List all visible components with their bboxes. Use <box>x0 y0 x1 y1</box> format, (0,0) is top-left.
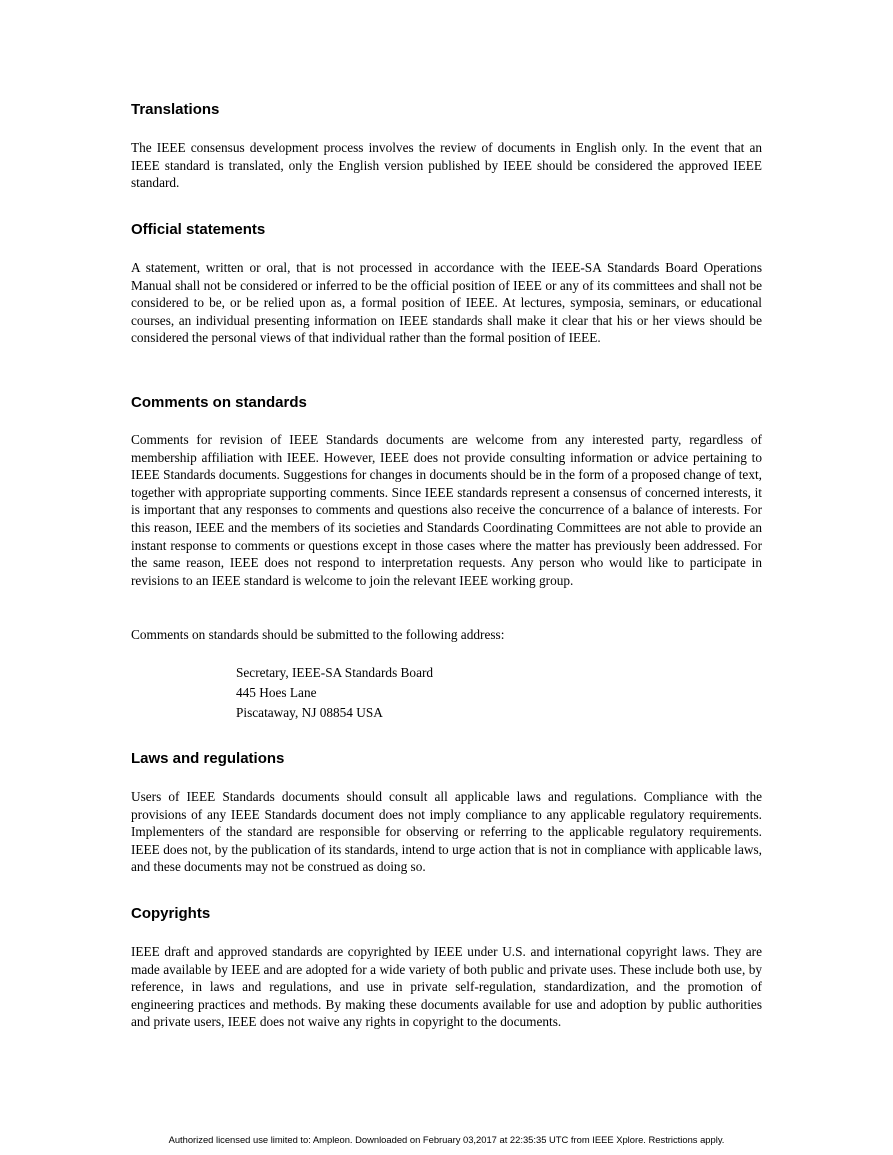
translations-paragraph: The IEEE consensus development process involves the review of documents in English only. In the event that an IEEE standard is translated, only the English version published by IEEE should be considered the approved IEEE standard. <box>131 140 762 191</box>
copyrights-paragraph: IEEE draft and approved standards are copyrighted by IEEE under U.S. and international copyright laws. They are made available by IEEE and are adopted for a wide variety of both public and private uses. These include both use, by reference, in laws and regulations, and use in private self-regulation, standardization, and the promotion of engineering practices and methods. By making these documents available for use and adoption by public authorities and private users, IEEE does not waive any rights in copyright to the documents. <box>131 944 762 1030</box>
section-heading-copyrights: Copyrights <box>131 905 211 922</box>
section-heading-laws-and-regulations: Laws and regulations <box>131 750 285 767</box>
license-footer: Authorized licensed use limited to: Ampleon. Downloaded on February 03,2017 at 22:35:35 UTC from IEEE Xplore. Restrictions apply. <box>168 1134 725 1145</box>
mailing-address <box>236 663 433 722</box>
laws-paragraph: Users of IEEE Standards documents should consult all applicable laws and regulations. Compliance with the provisions of any IEEE Standards document does not imply compliance to any applicable regulatory requirements. Implementers of the standard are responsible for observing or referring to the applicable regulatory requirements. IEEE does not, by the publication of its standards, intend to urge action that is not in compliance with applicable laws, and these documents may not be construed as doing so. <box>131 789 762 875</box>
section-heading-official-statements: Official statements <box>131 221 266 238</box>
comments-submit-note: Comments on standards should be submitted to the following address: <box>131 627 505 642</box>
address-line-2: 445 Hoes Lane <box>236 684 317 700</box>
official-statements-paragraph: A statement, written or oral, that is not processed in accordance with the IEEE-SA Standards Board Operations Manual shall not be considered or inferred to be the official position of IEEE or any of its committees and shall not be considered to be, or be relied upon as, a formal position of IEEE. At lectures, symposia, seminars, or educational courses, an individual presenting information on IEEE standards shall make it clear that his or her views should be considered the personal views of that individual rather than the formal position of IEEE. <box>131 260 762 346</box>
section-heading-comments-on-standards: Comments on standards <box>131 394 307 411</box>
address-line-3: Piscataway, NJ 08854 USA <box>236 704 383 720</box>
comments-paragraph: Comments for revision of IEEE Standards documents are welcome from any interested party, regardless of membership affiliation with IEEE. However, IEEE does not provide consulting information or advice pertaining to IEEE Standards documents. Suggestions for changes in documents should be in the form of a proposed change of text, together with appropriate supporting comments. Since IEEE standards represent a consensus of concerned interests, it is important that any responses to comments and questions also receive the concurrence of a balance of interests. For this reason, IEEE and the members of its societies and Standards Coordinating Committees are not able to provide an instant response to comments or questions except in those cases where the matter has previously been addressed. For the same reason, IEEE does not respond to interpretation requests. Any person who would like to participate in revisions to an IEEE standard is welcome to join the relevant IEEE working group. <box>131 432 762 588</box>
address-line-1: Secretary, IEEE-SA Standards Board <box>236 665 434 680</box>
section-heading-translations: Translations <box>131 101 220 118</box>
